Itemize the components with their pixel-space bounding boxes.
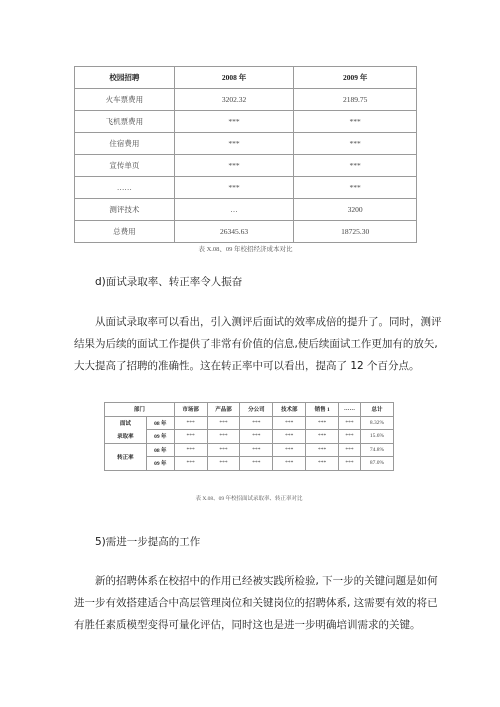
value-cell: *** (240, 443, 273, 457)
paragraph-line: 结果为后续的面试工作提供了非常有价值的信息,使后续面试工作更加有的放矢, (74, 338, 438, 350)
value-cell: *** (306, 430, 339, 444)
value-cell: *** (240, 416, 273, 430)
row-label: 宣传单页 (75, 155, 175, 177)
cell-2009: *** (294, 155, 417, 177)
value-cell: *** (273, 443, 306, 457)
value-cell: *** (240, 430, 273, 444)
cost-comparison-table (74, 66, 417, 243)
value-cell: *** (240, 457, 273, 471)
row-label: 总费用 (75, 221, 175, 243)
cell-2009: 3200 (294, 199, 417, 221)
value-cell: *** (339, 443, 361, 457)
header-cell: 总计 (361, 403, 394, 417)
row-label: 火车票费用 (75, 89, 175, 111)
cell-2008: 3202.32 (174, 89, 294, 111)
header-cell: 产品部 (207, 403, 240, 417)
value-cell: *** (174, 457, 207, 471)
value-cell: *** (207, 416, 240, 430)
year-cell: 09 年 (146, 430, 174, 444)
row-label: …… (75, 177, 175, 199)
table-row (75, 89, 417, 111)
table-row (75, 221, 417, 243)
header-cell: 技术部 (273, 403, 306, 417)
group-label-line: 录取率 (117, 434, 134, 440)
cell-2008: *** (174, 111, 294, 133)
section-heading: 5)需进一步提高的工作 (95, 536, 201, 548)
row-label: 住宿费用 (75, 133, 175, 155)
total-cell: 15.6% (361, 430, 394, 444)
cell-2009: 2189.75 (294, 89, 417, 111)
total-cell: 8.32% (361, 416, 394, 430)
table-row (75, 111, 417, 133)
header-cell: 分公司 (240, 403, 273, 417)
group-label-line: 面试 (119, 421, 131, 427)
year-cell: 08 年 (146, 416, 174, 430)
header-cell: …… (339, 403, 361, 417)
value-cell: *** (207, 443, 240, 457)
cell-2008: *** (174, 177, 294, 199)
value-cell: *** (306, 416, 339, 430)
value-cell: *** (174, 443, 207, 457)
value-cell: *** (174, 416, 207, 430)
value-cell: *** (174, 430, 207, 444)
group-label-admission (105, 416, 147, 443)
row-label: 测评技术 (75, 199, 175, 221)
total-cell: 87.0% (361, 457, 394, 471)
table-row (75, 155, 417, 177)
header-cell: 2009 年 (294, 67, 417, 89)
table-header-row (105, 403, 394, 417)
cell-2009: 18725.30 (294, 221, 417, 243)
section-heading: d)面试录取率、转正率令人振奋 (95, 276, 243, 288)
header-cell: 校园招聘 (75, 67, 175, 89)
table-row (105, 416, 394, 430)
paragraph (74, 311, 442, 377)
paragraph-line: 从面试录取率可以看出，引入测评后面试的效率成倍的提升了。同时，测评 (95, 316, 442, 328)
table-row (105, 457, 394, 471)
table-row (75, 199, 417, 221)
cell-2009: *** (294, 111, 417, 133)
header-cell: 销售 1 (306, 403, 339, 417)
admission-rate-table (104, 402, 394, 471)
value-cell: *** (207, 457, 240, 471)
value-cell: *** (339, 430, 361, 444)
table-caption: 表 X.08、09 年校招经济成本对比 (198, 246, 293, 253)
row-label: 飞机票费用 (75, 111, 175, 133)
value-cell: *** (306, 443, 339, 457)
paragraph-line: 大大提高了招聘的准确性。这在转正率中可以看出，提高了 12 个百分点。 (74, 360, 420, 372)
value-cell: *** (339, 457, 361, 471)
header-cell: 部门 (105, 403, 175, 417)
header-cell: 市场部 (174, 403, 207, 417)
year-cell: 08 年 (146, 443, 174, 457)
table-caption: 表 X.08、09 年校招面试录取率、转正率对比 (195, 496, 303, 502)
total-cell: 74.8% (361, 443, 394, 457)
value-cell: *** (273, 430, 306, 444)
cell-2009: *** (294, 177, 417, 199)
paragraph-line: 新的招聘体系在校招中的作用已经被实践所检验, 下一步的关键问题是如何 (95, 575, 438, 587)
value-cell: *** (207, 430, 240, 444)
cell-2008: *** (174, 133, 294, 155)
group-label-conversion: 转正率 (105, 443, 147, 470)
paragraph-line: 进一步有效搭建适合中高层管理岗位和关键岗位的招聘体系, 这需要有效的将已 (74, 597, 438, 609)
cell-2008: 26345.63 (174, 221, 294, 243)
value-cell: *** (273, 457, 306, 471)
value-cell: *** (339, 416, 361, 430)
table-row (105, 443, 394, 457)
header-cell: 2008 年 (174, 67, 294, 89)
table-row (75, 133, 417, 155)
value-cell: *** (306, 457, 339, 471)
cell-2008: … (174, 199, 294, 221)
year-cell: 09 年 (146, 457, 174, 471)
paragraph (74, 570, 438, 636)
table-row (105, 430, 394, 444)
cell-2008: *** (174, 155, 294, 177)
paragraph-line: 有胜任素质模型变得可量化评估，同时这也是进一步明确培训需求的关键。 (74, 619, 421, 631)
table-header-row (75, 67, 417, 89)
cell-2009: *** (294, 133, 417, 155)
table-row (75, 177, 417, 199)
value-cell: *** (273, 416, 306, 430)
